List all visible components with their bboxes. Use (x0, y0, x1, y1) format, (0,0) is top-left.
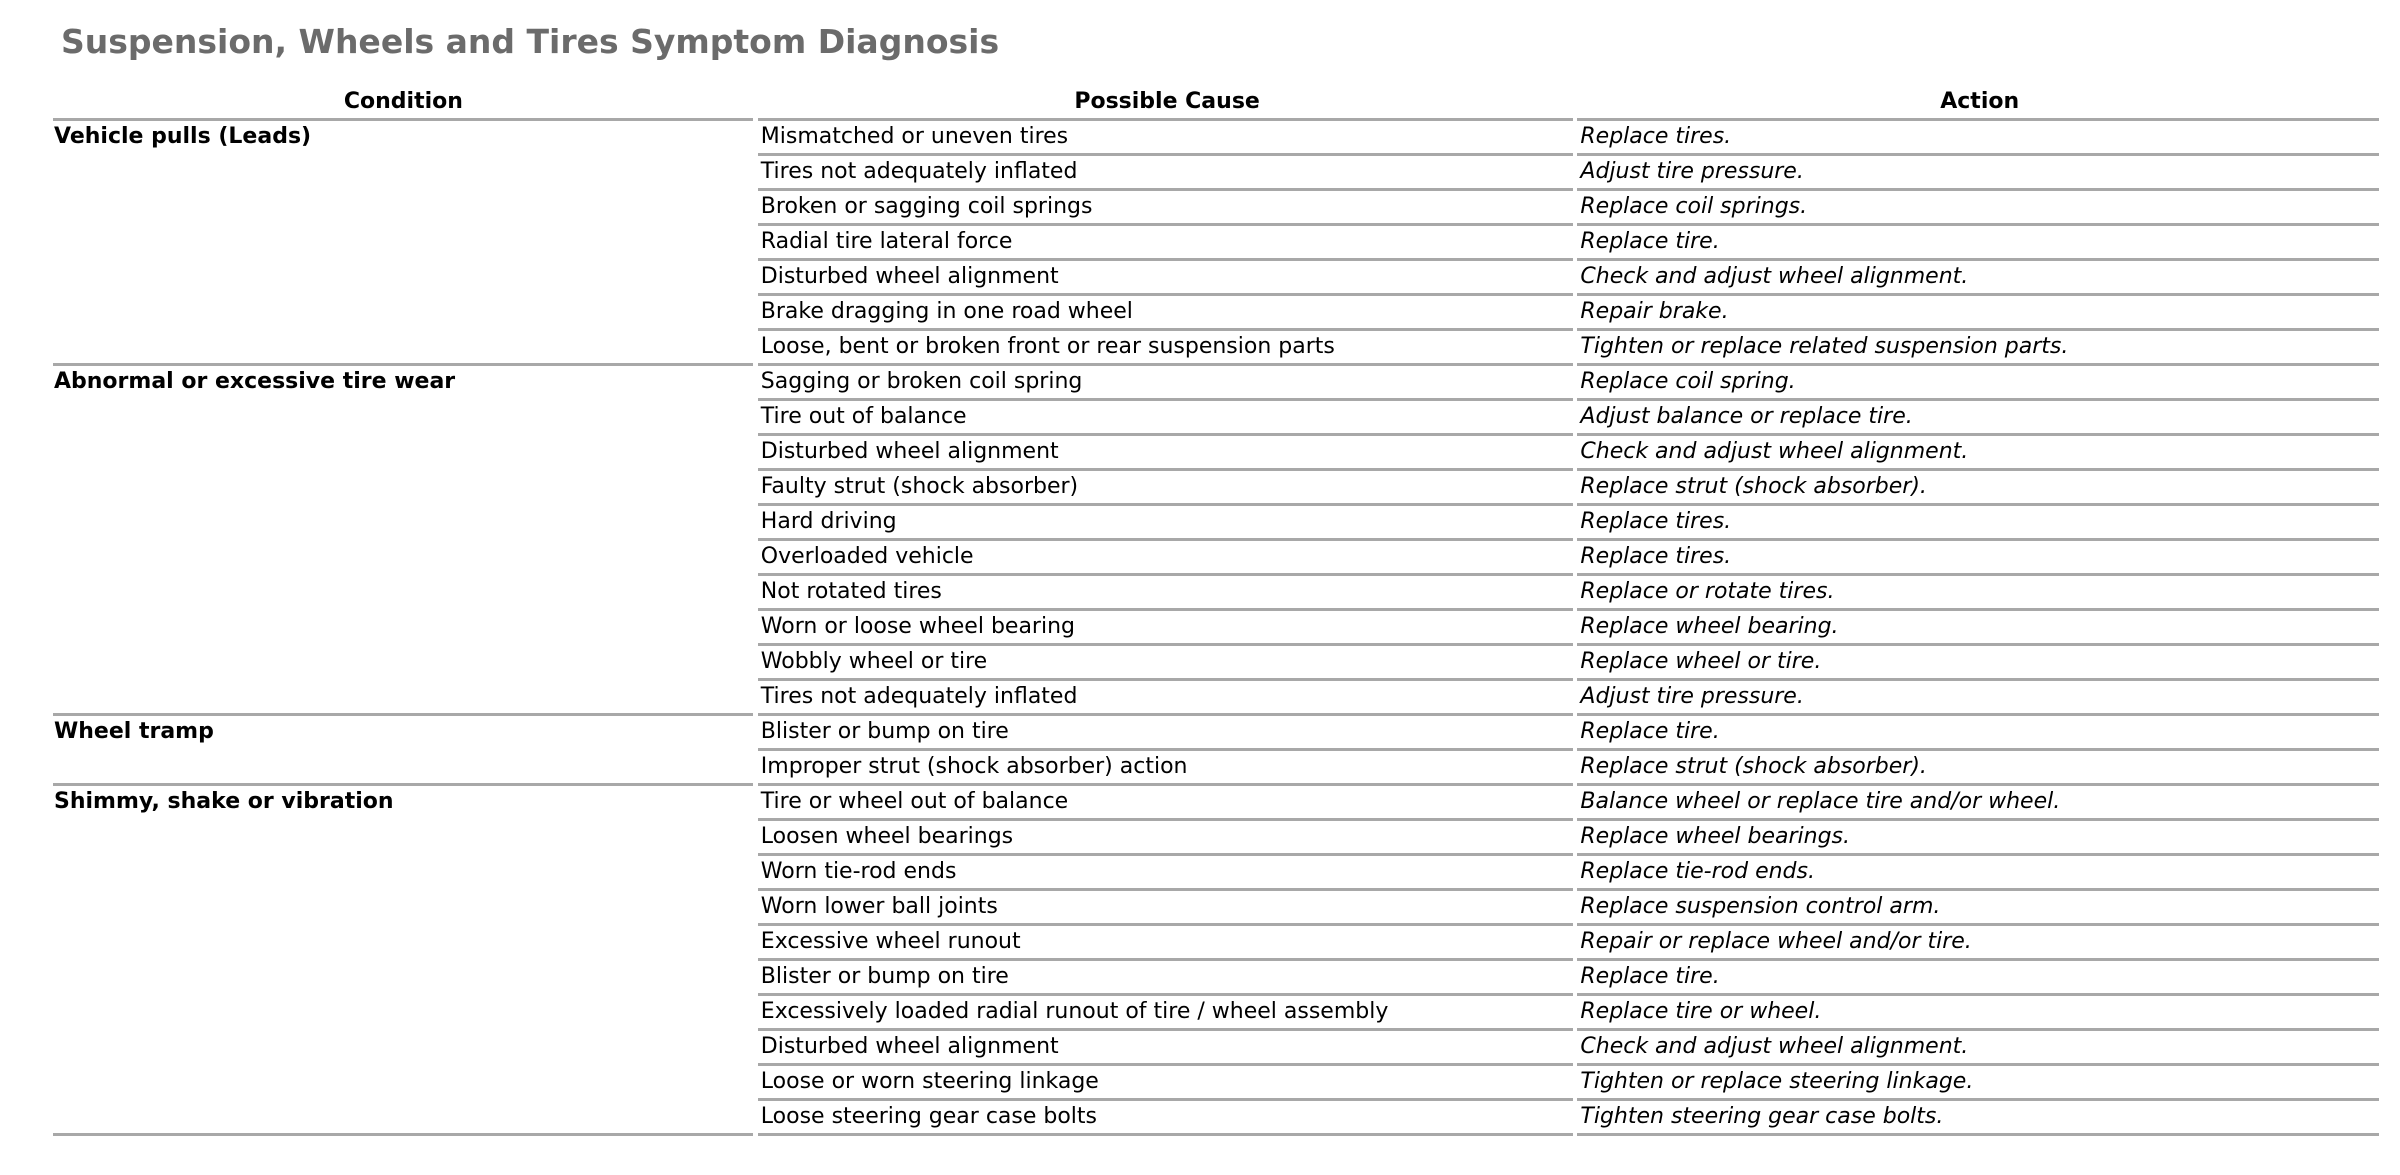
condition-cell-empty (53, 296, 753, 331)
condition-cell-empty (53, 611, 753, 646)
table-row (53, 576, 2379, 611)
action-cell: Replace coil springs. (1577, 191, 2379, 226)
table-row (53, 401, 2379, 436)
condition-cell-empty (53, 541, 753, 576)
condition-cell-empty (53, 261, 753, 296)
condition-cell-empty (53, 1101, 753, 1136)
action-cell: Replace tire. (1577, 961, 2379, 996)
cause-cell: Improper strut (shock absorber) action (758, 751, 1574, 786)
table-row (53, 926, 2379, 961)
cause-cell: Loosen wheel bearings (758, 821, 1574, 856)
condition-cell-empty (53, 996, 753, 1031)
cause-cell: Broken or sagging coil springs (758, 191, 1574, 226)
cause-cell: Tire or wheel out of balance (758, 786, 1574, 821)
action-cell: Replace coil spring. (1577, 366, 2379, 401)
action-cell: Repair brake. (1577, 296, 2379, 331)
action-cell: Repair or replace wheel and/or tire. (1577, 926, 2379, 961)
cause-cell: Tires not adequately inflated (758, 681, 1574, 716)
condition-cell-empty (53, 751, 753, 786)
action-cell: Replace tie-rod ends. (1577, 856, 2379, 891)
table-row (53, 506, 2379, 541)
action-cell: Adjust balance or replace tire. (1577, 401, 2379, 436)
cause-cell: Excessive wheel runout (758, 926, 1574, 961)
cause-cell: Excessively loaded radial runout of tire / wheel assembly (758, 996, 1574, 1031)
condition-cell-empty (53, 821, 753, 856)
table-row (53, 366, 2379, 401)
table-row (53, 1066, 2379, 1101)
condition-cell-empty (53, 331, 753, 366)
condition-cell-empty (53, 646, 753, 681)
cause-cell: Worn tie-rod ends (758, 856, 1574, 891)
action-cell: Tighten or replace steering linkage. (1577, 1066, 2379, 1101)
page-title: Suspension, Wheels and Tires Symptom Diagnosis (61, 22, 1000, 61)
table-header-row (53, 86, 2379, 121)
table-row (53, 1101, 2379, 1136)
condition-cell-empty (53, 156, 753, 191)
action-cell: Replace tires. (1577, 121, 2379, 156)
condition-cell-empty (53, 191, 753, 226)
table-row (53, 646, 2379, 681)
action-cell: Balance wheel or replace tire and/or wheel. (1577, 786, 2379, 821)
action-cell: Tighten or replace related suspension parts. (1577, 331, 2379, 366)
condition-cell-empty (53, 961, 753, 996)
condition-cell-empty (53, 576, 753, 611)
action-cell: Tighten steering gear case bolts. (1577, 1101, 2379, 1136)
table-row (53, 1031, 2379, 1066)
cause-cell: Worn or loose wheel bearing (758, 611, 1574, 646)
column-header-action: Action (1577, 86, 2379, 121)
action-cell: Check and adjust wheel alignment. (1577, 1031, 2379, 1066)
cause-cell: Faulty strut (shock absorber) (758, 471, 1574, 506)
table-row (53, 121, 2379, 156)
action-cell: Replace wheel bearings. (1577, 821, 2379, 856)
table-row (53, 961, 2379, 996)
condition-cell-empty (53, 1066, 753, 1101)
table-row (53, 331, 2379, 366)
action-cell: Check and adjust wheel alignment. (1577, 261, 2379, 296)
cause-cell: Mismatched or uneven tires (758, 121, 1574, 156)
action-cell: Replace or rotate tires. (1577, 576, 2379, 611)
condition-cell: Shimmy, shake or vibration (54, 789, 394, 814)
cause-cell: Disturbed wheel alignment (758, 261, 1574, 296)
condition-cell-empty (53, 1031, 753, 1066)
condition-cell-empty (53, 436, 753, 471)
condition-cell: Abnormal or excessive tire wear (54, 369, 456, 394)
action-cell: Adjust tire pressure. (1577, 156, 2379, 191)
table-row (53, 471, 2379, 506)
cause-cell: Disturbed wheel alignment (758, 1031, 1574, 1066)
column-header-possible-cause: Possible Cause (758, 86, 1574, 121)
table-row (53, 821, 2379, 856)
cause-cell: Blister or bump on tire (758, 961, 1574, 996)
cause-cell: Loose or worn steering linkage (758, 1066, 1574, 1101)
action-cell: Replace strut (shock absorber). (1577, 471, 2379, 506)
action-cell: Replace suspension control arm. (1577, 891, 2379, 926)
cause-cell: Sagging or broken coil spring (758, 366, 1574, 401)
cause-cell: Disturbed wheel alignment (758, 436, 1574, 471)
action-cell: Replace wheel or tire. (1577, 646, 2379, 681)
action-cell: Replace wheel bearing. (1577, 611, 2379, 646)
condition-cell-empty (53, 506, 753, 541)
table-row (53, 681, 2379, 716)
condition-cell-empty (53, 401, 753, 436)
table-body (53, 121, 2379, 1136)
condition-cell-empty (53, 226, 753, 261)
action-cell: Replace tire or wheel. (1577, 996, 2379, 1031)
table-row (53, 611, 2379, 646)
condition-cell-empty (53, 471, 753, 506)
condition-cell-empty (53, 856, 753, 891)
condition-cell: Vehicle pulls (Leads) (54, 124, 312, 149)
table-row (53, 261, 2379, 296)
table-row (53, 296, 2379, 331)
table-row (53, 716, 2379, 751)
action-cell: Adjust tire pressure. (1577, 681, 2379, 716)
cause-cell: Wobbly wheel or tire (758, 646, 1574, 681)
table-row (53, 541, 2379, 576)
condition-cell: Wheel tramp (54, 719, 214, 744)
table-row (53, 436, 2379, 471)
cause-cell: Loose steering gear case bolts (758, 1101, 1574, 1136)
action-cell: Replace tire. (1577, 226, 2379, 261)
cause-cell: Worn lower ball joints (758, 891, 1574, 926)
action-cell: Replace tire. (1577, 716, 2379, 751)
table-row (53, 226, 2379, 261)
action-cell: Replace tires. (1577, 506, 2379, 541)
table-row (53, 191, 2379, 226)
table-row (53, 156, 2379, 191)
table-row (53, 751, 2379, 786)
cause-cell: Loose, bent or broken front or rear suspension parts (758, 331, 1574, 366)
action-cell: Check and adjust wheel alignment. (1577, 436, 2379, 471)
diagnosis-table (53, 86, 2379, 1136)
cause-cell: Blister or bump on tire (758, 716, 1574, 751)
condition-cell-empty (53, 681, 753, 716)
cause-cell: Hard driving (758, 506, 1574, 541)
action-cell: Replace tires. (1577, 541, 2379, 576)
cause-cell: Tire out of balance (758, 401, 1574, 436)
action-cell: Replace strut (shock absorber). (1577, 751, 2379, 786)
table-row (53, 891, 2379, 926)
condition-cell-empty (53, 891, 753, 926)
column-header-condition: Condition (53, 86, 753, 121)
cause-cell: Not rotated tires (758, 576, 1574, 611)
table-row (53, 996, 2379, 1031)
table-row (53, 786, 2379, 821)
table-row (53, 856, 2379, 891)
cause-cell: Tires not adequately inflated (758, 156, 1574, 191)
cause-cell: Radial tire lateral force (758, 226, 1574, 261)
condition-cell-empty (53, 926, 753, 961)
cause-cell: Overloaded vehicle (758, 541, 1574, 576)
cause-cell: Brake dragging in one road wheel (758, 296, 1574, 331)
